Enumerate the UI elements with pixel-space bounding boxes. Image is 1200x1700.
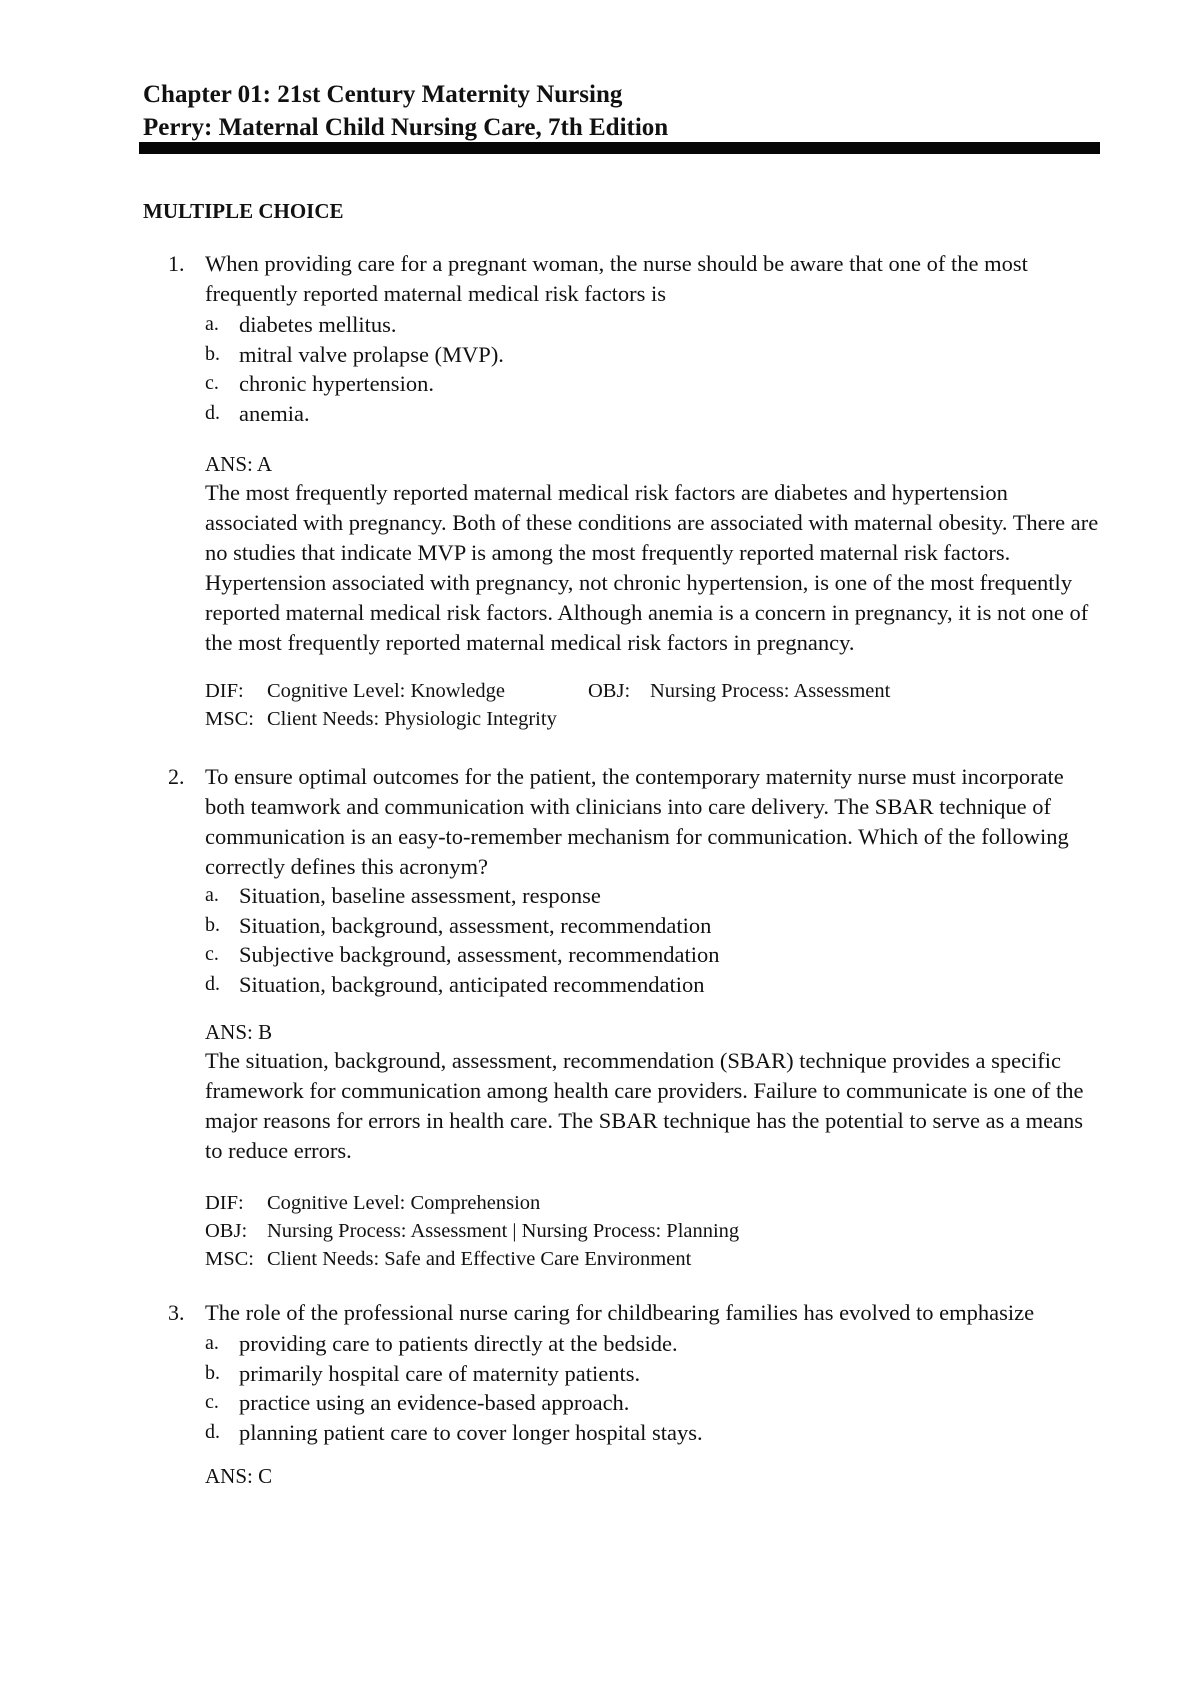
obj-label: OBJ:: [588, 680, 631, 702]
option-text: primarily hospital care of maternity patients.: [239, 1360, 641, 1386]
option-b: [205, 1359, 1085, 1389]
option-letter: c.: [205, 372, 219, 394]
dif-value: Cognitive Level: Comprehension: [267, 1192, 541, 1214]
option-text: anemia.: [239, 400, 310, 426]
obj-value: Nursing Process: Assessment | Nursing Process: Planning: [267, 1220, 740, 1242]
msc-label: MSC:: [205, 708, 254, 730]
meta-row-msc: [205, 705, 1100, 733]
option-letter: a.: [205, 1332, 219, 1354]
meta-row-dif-obj: [205, 677, 1100, 705]
obj-value: Nursing Process: Assessment: [650, 680, 891, 702]
option-text: mitral valve prolapse (MVP).: [239, 341, 504, 367]
option-d: [205, 399, 1085, 429]
meta-row-msc: [205, 1245, 1100, 1273]
option-c: [205, 1388, 1085, 1418]
option-text: Situation, background, assessment, recommendation: [239, 912, 712, 938]
answer-key: ANS: C: [205, 1464, 273, 1488]
option-text: practice using an evidence-based approach.: [239, 1390, 630, 1415]
option-letter: c.: [205, 943, 219, 965]
meta-row-dif: [205, 1189, 1100, 1217]
option-letter: b.: [205, 342, 220, 365]
option-text: chronic hypertension.: [239, 371, 434, 396]
option-letter: c.: [205, 1391, 219, 1413]
option-letter: d.: [205, 401, 220, 424]
option-text: Situation, background, anticipated recommendation: [239, 971, 705, 997]
dif-label: DIF:: [205, 680, 244, 702]
dif-value: Cognitive Level: Knowledge: [267, 680, 505, 702]
option-letter: a.: [205, 884, 219, 906]
question-stem: The role of the professional nurse caring for childbearing families has evolved to emphasize: [205, 1300, 1035, 1325]
answer-options: [205, 310, 1085, 428]
msc-value: Client Needs: Physiologic Integrity: [267, 708, 557, 730]
document-header: [143, 78, 1103, 144]
option-letter: b.: [205, 1361, 220, 1384]
answer-key: ANS: A: [205, 452, 273, 476]
option-text: Situation, baseline assessment, response: [239, 883, 601, 908]
dif-label: DIF:: [205, 1192, 244, 1214]
option-d: [205, 1418, 1085, 1448]
rationale: The most frequently reported maternal medical risk factors are diabetes and hypertension associated with pregnancy. Both of these conditions are associated with maternal obesity. There are no studies that indicate MVP is among the most frequently reported maternal risk factors. Hypertension associated with pregnancy, not chronic hypertension, is one of the most frequently reported maternal medical risk factors. Although anemia is a concern in pregnancy, it is not one of the most frequently reported maternal medical risk factors in pregnancy.: [205, 480, 1099, 655]
question-metadata: [205, 1189, 1100, 1273]
question-stem: To ensure optimal outcomes for the patient, the contemporary maternity nurse must incorporate both teamwork and communication with clinicians into care delivery. The SBAR technique of communication is an easy-to-remember mechanism for communication. Which of the following correctly defines this acronym?: [205, 764, 1069, 879]
question-number: 1.: [168, 251, 185, 276]
option-letter: b.: [205, 913, 220, 936]
answer-key: ANS: B: [205, 1020, 273, 1044]
option-c: [205, 940, 1085, 970]
option-text: Subjective background, assessment, recommendation: [239, 942, 720, 967]
msc-label: MSC:: [205, 1248, 254, 1270]
option-d: [205, 970, 1085, 1000]
option-text: providing care to patients directly at the bedside.: [239, 1331, 678, 1356]
answer-options: [205, 881, 1085, 999]
chapter-title: Chapter 01: 21st Century Maternity Nursing: [143, 81, 623, 108]
obj-label: OBJ:: [205, 1220, 248, 1242]
meta-row-obj: [205, 1217, 1100, 1245]
option-text: planning patient care to cover longer hospital stays.: [239, 1419, 703, 1445]
header-rule: [139, 142, 1100, 154]
option-b: [205, 911, 1085, 941]
question-metadata: [205, 677, 1100, 733]
rationale: The situation, background, assessment, recommendation (SBAR) technique provides a specific framework for communication among health care providers. Failure to communicate is one of the major reasons for errors in health care. The SBAR technique has the potential to serve as a means to reduce errors.: [205, 1048, 1084, 1163]
option-a: [205, 881, 1085, 911]
answer-options: [205, 1329, 1085, 1447]
option-b: [205, 340, 1085, 370]
option-a: [205, 310, 1085, 340]
option-text: diabetes mellitus.: [239, 312, 397, 337]
option-letter: d.: [205, 972, 220, 995]
msc-value: Client Needs: Safe and Effective Care Environment: [267, 1248, 692, 1270]
question-number: 3.: [168, 1300, 185, 1325]
question-stem: When providing care for a pregnant woman, the nurse should be aware that one of the most frequently reported maternal medical risk factors is: [205, 251, 1028, 306]
option-c: [205, 369, 1085, 399]
book-title: Perry: Maternal Child Nursing Care, 7th Edition: [143, 114, 669, 141]
question-number: 2.: [168, 764, 185, 789]
option-a: [205, 1329, 1085, 1359]
option-letter: d.: [205, 1420, 220, 1443]
section-title: MULTIPLE CHOICE: [143, 199, 344, 223]
option-letter: a.: [205, 313, 219, 335]
